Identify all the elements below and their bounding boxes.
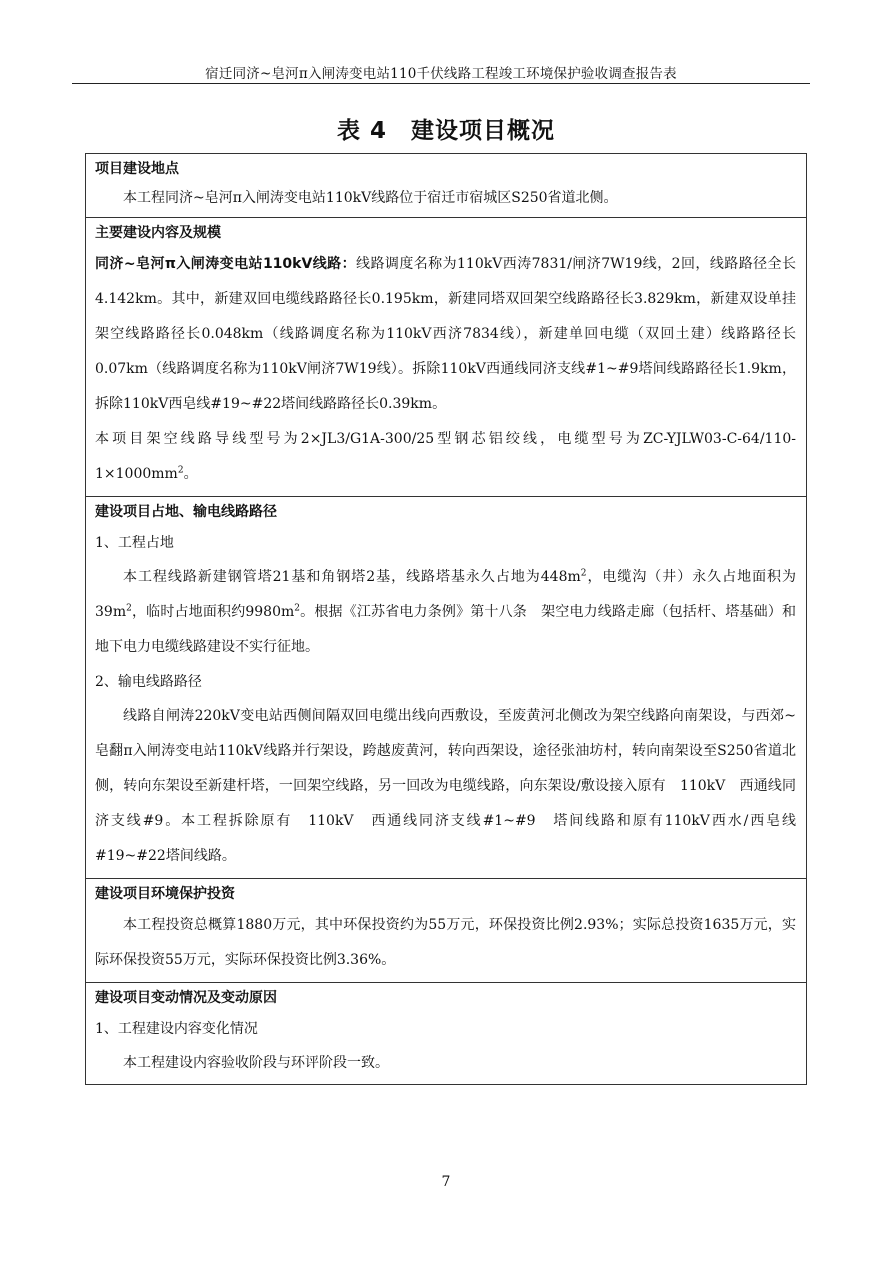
- section-land: [86, 497, 806, 879]
- content-lead: 同济~皂河π入闸涛变电站110kV线路：: [95, 256, 357, 272]
- land-text-c: ，临时占地面积约9980m: [131, 604, 295, 620]
- superscript: 2: [126, 603, 132, 614]
- change-subheading-1: 1、工程建设内容变化情况: [95, 1021, 258, 1037]
- land-subheading-2: 2、输电线路路径: [95, 674, 202, 690]
- section-investment: [86, 879, 806, 983]
- land-paragraph-1: [95, 560, 796, 665]
- land-text-a: 本工程线路新建钢管塔21基和角钢塔2基，线路塔基永久占地为448m: [123, 569, 581, 585]
- land-paragraph-2: 线路自闸涛220kV变电站西侧间隔双回电缆出线向西敷设，至废黄河北侧改为架空线路向南架设，与西郊~皂翻π入闸涛变电站110kV线路并行架设，跨越废黄河，转向西架设，途径张油坊村，转向南架设至S250省道北侧，转向东架设至新建杆塔，一回架空线路，另一回改为电缆线路，向东架设/敷设接入原有 110kV 西通线同济支线#9。本工程拆除原有 110kV 西通线同济支线#1~#9 塔间线路和原有110kV西水/西皂线#19~#22塔间线路。: [95, 708, 796, 864]
- investment-text: 本工程投资总概算1880万元，其中环保投资约为55万元，环保投资比例2.93%；实际总投资1635万元，实际环保投资55万元，实际环保投资比例3.36%。: [95, 917, 796, 968]
- table-title: 表 4 建设项目概况: [336, 118, 555, 144]
- section-heading: 建设项目占地、输电线路路径: [95, 504, 277, 520]
- section-content: [86, 218, 806, 497]
- content-text-2-end: 。: [183, 466, 198, 482]
- page-number: 7: [441, 1174, 451, 1190]
- header-rule: [72, 83, 810, 84]
- section-heading: 项目建设地点: [95, 161, 179, 177]
- superscript: 2: [580, 568, 587, 579]
- land-text-d: 。根据《江苏省电力条例》第十八条 架空电力线路走廊（包括杆、塔基础）和地下电力电缆线路建设不实行征地。: [95, 604, 797, 655]
- change-text: 本工程建设内容验收阶段与环评阶段一致。: [123, 1055, 389, 1071]
- section-heading: 主要建设内容及规模: [95, 225, 221, 241]
- section-heading: 建设项目变动情况及变动原因: [95, 990, 277, 1006]
- content-paragraph-2: [95, 422, 796, 492]
- superscript: 2: [294, 603, 301, 614]
- section-location: [86, 154, 806, 218]
- section-heading: 建设项目环境保护投资: [95, 886, 235, 902]
- land-subheading-1: 1、工程占地: [95, 535, 174, 551]
- land-text-b: ，电缆沟（井）永久占地面积为39m: [95, 569, 796, 620]
- content-paragraph-1: [95, 247, 796, 422]
- content-text-1: 线路调度名称为110kV西涛7831/闸济7W19线，2回，线路路径全长4.142km。其中，新建双回电缆线路路径长0.195km，新建同塔双回架空线路路径长3.829km，新建双设单挂架空线路路径长0.048km（线路调度名称为110kV西济7834线），新建单回电缆（双回土建）线路路径长0.07km（线路调度名称为110kV闸济7W19线）。拆除110kV西通线同济支线#1~#9塔间线路路径长1.9km，拆除110kV西皂线#19~#22塔间线路路径长0.39km。: [95, 256, 796, 412]
- running-header: 宿迁同济~皂河π入闸涛变电站110千伏线路工程竣工环境保护验收调查报告表: [205, 66, 677, 82]
- section-change: [86, 983, 806, 1084]
- report-table: [85, 153, 807, 1085]
- content-text-2: 本项目架空线路导线型号为2×JL3/G1A-300/25型钢芯铝绞线，电缆型号为ZC-YJLW03-C-64/110-1×1000mm: [95, 431, 796, 482]
- location-text: 本工程同济~皂河π入闸涛变电站110kV线路位于宿迁市宿城区S250省道北侧。: [123, 190, 618, 206]
- superscript: 2: [177, 465, 184, 476]
